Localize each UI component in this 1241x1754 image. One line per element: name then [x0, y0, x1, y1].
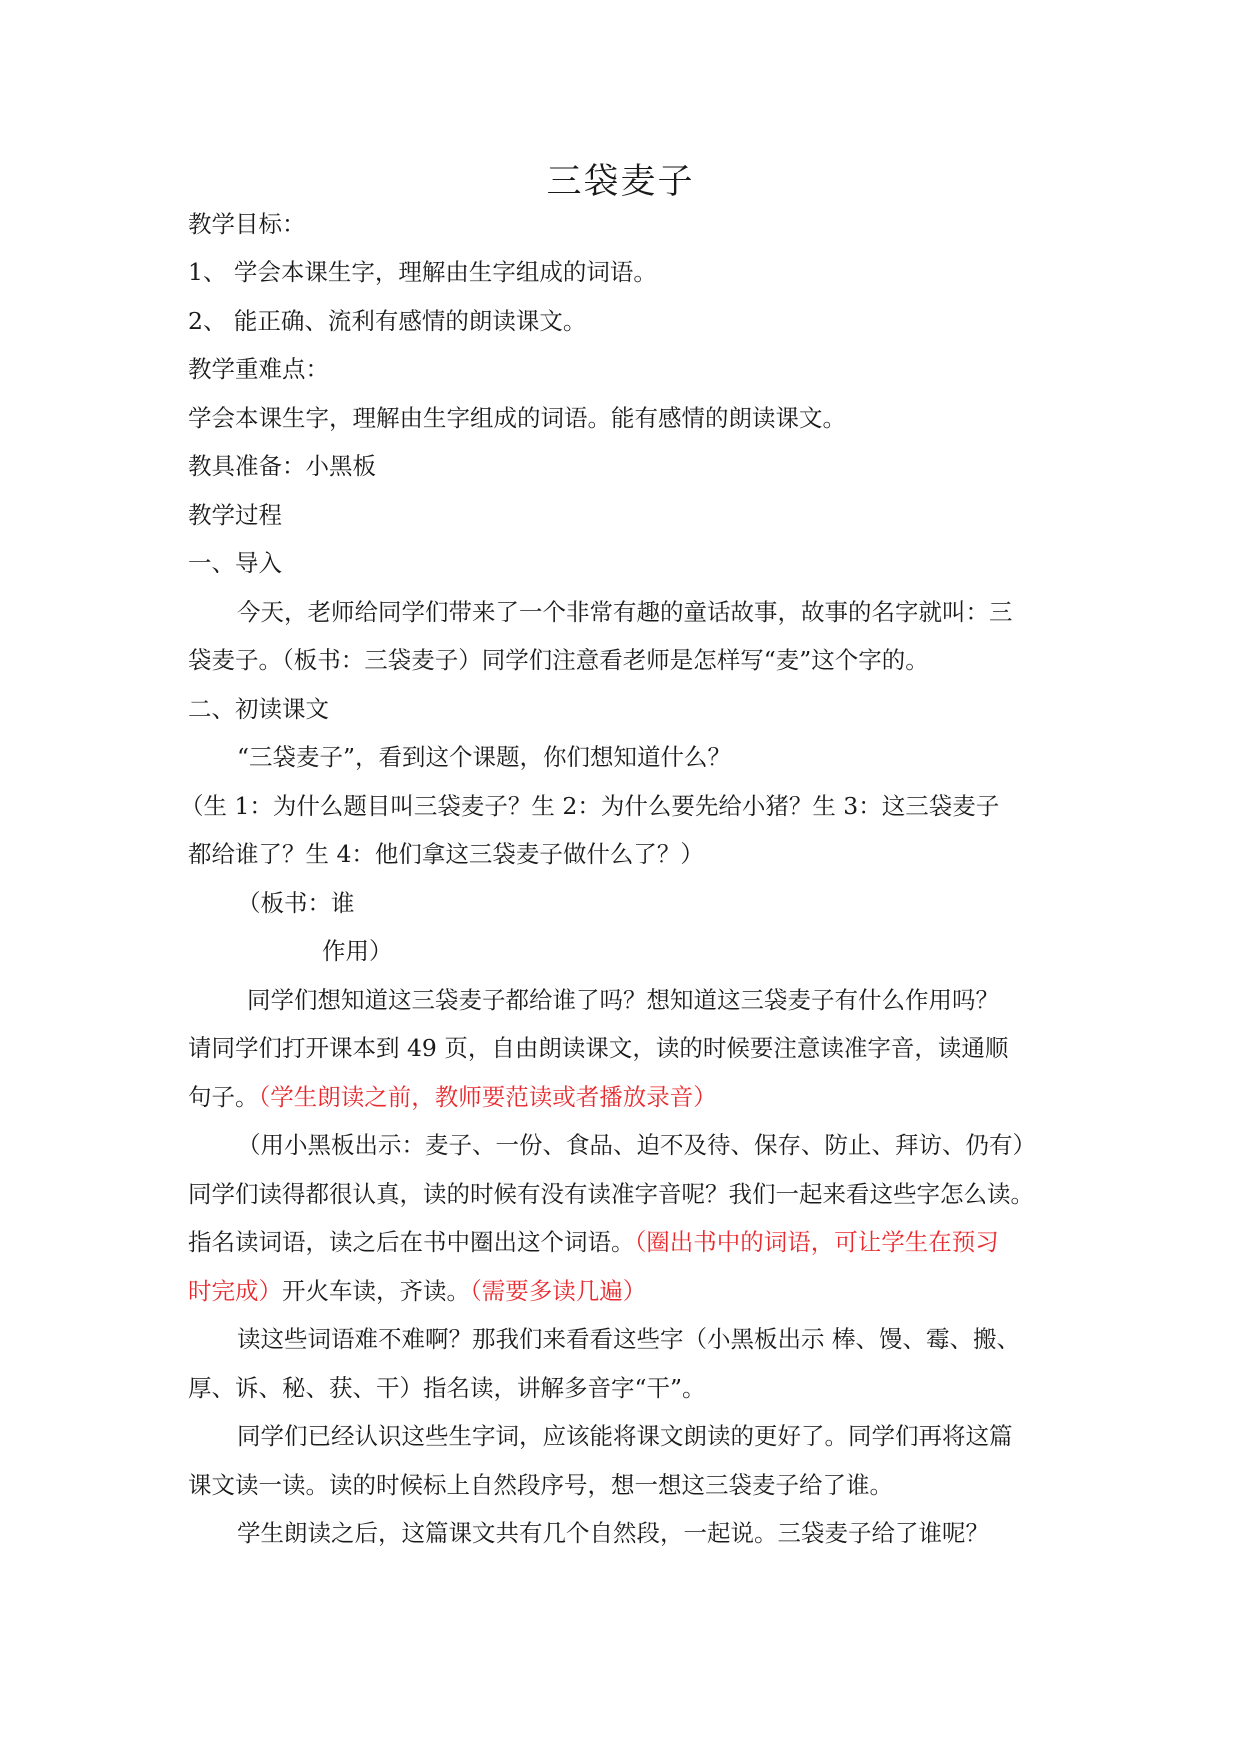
text-segment: 二、初读课文	[188, 695, 329, 723]
text-line	[188, 303, 586, 339]
text-segment: 厚、诉、秘、获、干）指名读，讲解多音字“干”。	[188, 1374, 706, 1402]
text-segment: “三袋麦子”，看到这个课题，你们想知道什么？	[237, 743, 732, 771]
text-line	[188, 497, 282, 533]
text-line	[188, 448, 376, 484]
text-segment: 同学们想知道这三袋麦子都给谁了吗？想知道这三袋麦子有什么作用吗？	[247, 986, 999, 1014]
text-segment: （生 1：为什么题目叫三袋麦子？生 2：为什么要先给小猪？生 3：这三袋麦子	[180, 792, 1000, 820]
text-line	[322, 933, 393, 969]
text-line	[188, 1224, 999, 1260]
text-segment: 教学重难点：	[188, 355, 329, 383]
text-line	[247, 982, 999, 1018]
text-segment: 句子。	[188, 1083, 259, 1111]
text-segment: 教学过程	[188, 501, 282, 529]
teacher-note: 时完成）	[188, 1277, 282, 1305]
text-line	[188, 1176, 1034, 1212]
text-line	[188, 1079, 717, 1115]
teacher-note: （圈出书中的词语，可让学生在预习	[634, 1228, 999, 1256]
text-segment: 学生朗读之后，这篇课文共有几个自然段，一起说。三袋麦子给了谁呢？	[237, 1519, 989, 1547]
text-line	[237, 1515, 989, 1551]
page-title: 三袋麦子	[546, 162, 695, 202]
text-line	[237, 739, 731, 775]
text-line	[188, 836, 704, 872]
text-line	[180, 788, 999, 824]
teacher-note: （学生朗读之前，教师要范读或者播放录音）	[258, 1083, 717, 1111]
text-line	[188, 691, 329, 727]
text-line	[237, 1321, 1020, 1357]
text-line	[237, 885, 355, 921]
text-line	[188, 1273, 646, 1309]
text-line	[188, 206, 306, 242]
text-segment: 教具准备：小黑板	[188, 452, 376, 480]
text-line	[188, 545, 282, 581]
text-segment: 请同学们打开课本到 49 页，自由朗读课文，读的时候要注意读准字音，读通顺	[188, 1034, 1009, 1062]
text-segment: 开火车读，齐读。	[282, 1277, 470, 1305]
text-line	[188, 1030, 1008, 1066]
text-segment: 课文读一读。读的时候标上自然段序号，想一想这三袋麦子给了谁。	[188, 1471, 893, 1499]
text-segment: 同学们读得都很认真，读的时候有没有读准字音呢？我们一起来看这些字怎么读。	[188, 1180, 1034, 1208]
text-segment: 1、 学会本课生字，理解由生字组成的词语。	[188, 258, 657, 286]
text-segment: 作用）	[322, 937, 393, 965]
text-line	[188, 642, 929, 678]
text-line	[188, 254, 657, 290]
teacher-note: （需要多读几遍）	[470, 1277, 647, 1305]
text-segment: 读这些词语难不难啊？那我们来看看这些字（小黑板出示 棒、馒、霉、搬、	[237, 1325, 1020, 1353]
text-segment: （用小黑板出示：麦子、一份、食品、迫不及待、保存、防止、拜访、仍有）	[237, 1131, 1036, 1159]
text-segment: 学会本课生字，理解由生字组成的词语。能有感情的朗读课文。	[188, 404, 846, 432]
text-segment: 2、 能正确、流利有感情的朗读课文。	[188, 307, 587, 335]
text-segment: 今天，老师给同学们带来了一个非常有趣的童话故事，故事的名字就叫：三	[237, 598, 1013, 626]
text-line	[237, 594, 1013, 630]
text-segment: 都给谁了？生 4：他们拿这三袋麦子做什么了？）	[188, 840, 704, 868]
text-line	[188, 1370, 706, 1406]
text-line	[188, 400, 846, 436]
text-line	[237, 1127, 1036, 1163]
text-segment: 同学们已经认识这些生字词，应该能将课文朗读的更好了。同学们再将这篇	[237, 1422, 1013, 1450]
text-segment: 指名读词语，读之后在书中圈出这个词语。	[188, 1228, 635, 1256]
text-segment: 袋麦子。（板书：三袋麦子）同学们注意看老师是怎样写“麦”这个字的。	[188, 646, 929, 674]
text-line	[188, 351, 329, 387]
text-line	[237, 1418, 1013, 1454]
text-segment: 教学目标：	[188, 210, 306, 238]
text-line	[188, 1467, 893, 1503]
text-segment: （板书：谁	[237, 889, 355, 917]
text-segment: 一、导入	[188, 549, 282, 577]
